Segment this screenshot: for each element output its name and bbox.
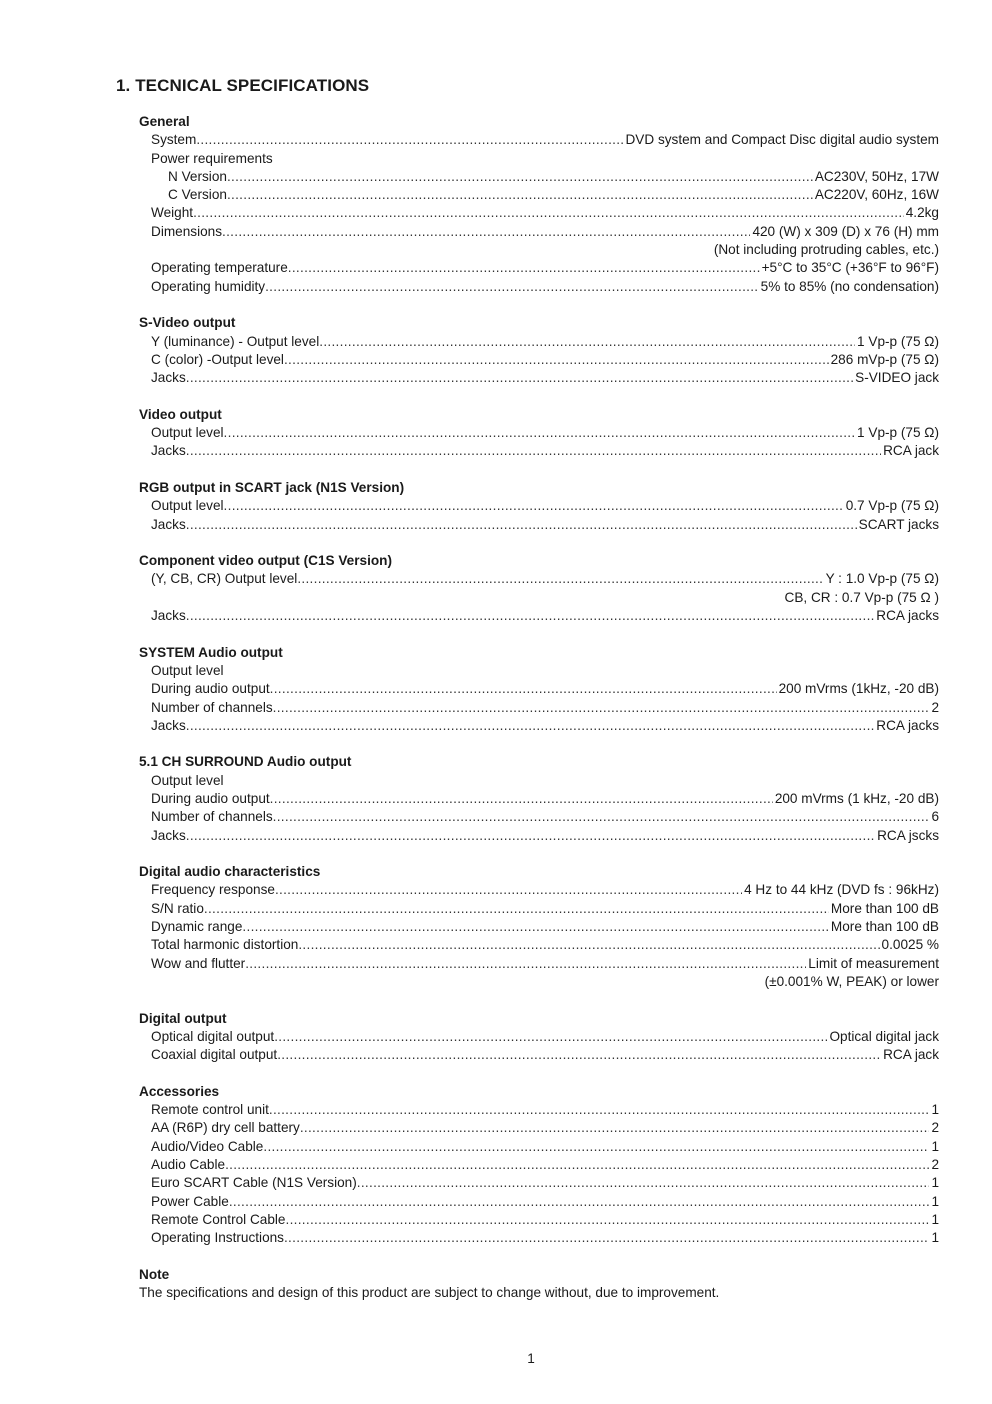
dot-leader <box>222 223 750 241</box>
spec-row <box>139 369 939 387</box>
spec-label: Jacks <box>151 717 186 733</box>
spec-row <box>139 1119 939 1137</box>
spec-label: Output level <box>151 425 224 441</box>
dot-leader <box>186 607 875 625</box>
dot-leader <box>277 1046 881 1064</box>
spec-row <box>139 955 939 973</box>
spec-label: Number of channels <box>151 809 273 825</box>
spec-label: Optical digital output <box>151 1028 275 1044</box>
section-heading: SYSTEM Audio output <box>139 644 283 660</box>
spec-row <box>139 204 939 222</box>
spec-value: 1 <box>931 1193 939 1209</box>
spec-value: AC220V, 60Hz, 16W <box>814 187 939 203</box>
spec-value: 1 <box>931 1102 939 1118</box>
spec-value: 2 <box>931 1120 939 1136</box>
spec-label: Coaxial digital output <box>151 1047 278 1063</box>
section-heading: Accessories <box>139 1083 220 1099</box>
spec-label: Operating Instructions <box>151 1230 284 1246</box>
spec-row <box>139 497 939 515</box>
dot-leader <box>186 442 881 460</box>
spec-row <box>139 333 939 351</box>
spec-row <box>139 223 939 241</box>
spec-value: 1 <box>931 1175 939 1191</box>
dot-leader <box>242 918 829 936</box>
spec-row <box>139 699 939 717</box>
spec-section-digital-output <box>139 1010 939 1065</box>
spec-value-continuation: CB, CR : 0.7 Vp-p (75 Ω ) <box>784 589 939 605</box>
spec-value: 1 <box>931 1138 939 1154</box>
spec-row <box>139 1229 939 1247</box>
spec-row <box>139 186 939 204</box>
dot-leader <box>229 1193 930 1211</box>
spec-label: N Version <box>168 168 227 184</box>
dot-leader <box>300 1119 930 1137</box>
spec-row <box>139 1156 939 1174</box>
spec-row <box>139 936 939 954</box>
spec-subheading: Power requirements <box>151 150 273 166</box>
spec-value: +5°C to 35°C (+36°F to 96°F) <box>761 260 939 276</box>
page-number: 1 <box>527 1351 535 1366</box>
spec-value: 0.7 Vp-p (75 Ω) <box>845 498 939 514</box>
dot-leader <box>288 259 760 277</box>
spec-label: Dimensions <box>151 223 223 239</box>
spec-label: Number of channels <box>151 699 273 715</box>
spec-value: AC230V, 50Hz, 17W <box>814 168 939 184</box>
spec-label: Dynamic range <box>151 919 243 935</box>
spec-label: Jacks <box>151 608 186 624</box>
spec-label: AA (R6P) dry cell battery <box>151 1120 300 1136</box>
section-heading: S-Video output <box>139 315 236 331</box>
spec-section-component-video-output-c1s-version <box>139 552 939 625</box>
section-heading: Component video output (C1S Version) <box>139 553 392 569</box>
spec-label: System <box>151 132 197 148</box>
spec-value-continuation: (Not including protruding cables, etc.) <box>713 242 939 258</box>
spec-row <box>139 881 939 899</box>
dot-leader <box>225 1156 929 1174</box>
spec-label: Total harmonic distortion <box>151 937 299 953</box>
spec-value: 0.0025 % <box>881 937 939 953</box>
spec-row <box>139 1101 939 1119</box>
note-section <box>139 1266 939 1303</box>
section-heading: RGB output in SCART jack (N1S Version) <box>139 479 405 495</box>
dot-leader <box>270 680 777 698</box>
spec-row <box>139 1174 939 1192</box>
spec-row <box>139 442 939 460</box>
spec-row <box>139 131 939 149</box>
spec-value-continuation: (±0.001% W, PEAK) or lower <box>764 973 939 989</box>
spec-value: SCART jacks <box>858 516 939 532</box>
spec-row <box>139 259 939 277</box>
spec-value: Y : 1.0 Vp-p (75 Ω) <box>825 571 939 587</box>
spec-label: Frequency response <box>151 882 275 898</box>
spec-label: S/N ratio <box>151 900 204 916</box>
spec-value: S-VIDEO jack <box>855 370 939 386</box>
dot-leader <box>224 424 856 442</box>
dot-leader <box>227 168 813 186</box>
spec-content <box>139 113 939 1302</box>
spec-section-s-video-output <box>139 314 939 387</box>
spec-row <box>139 516 939 534</box>
spec-value: 6 <box>931 809 939 825</box>
dot-leader <box>196 131 623 149</box>
spec-label: Operating humidity <box>151 278 266 294</box>
spec-label: Jacks <box>151 370 186 386</box>
spec-section-digital-audio-characteristics <box>139 863 939 991</box>
spec-value: RCA jack <box>883 1047 939 1063</box>
spec-row <box>139 570 939 588</box>
spec-row <box>139 351 939 369</box>
spec-value: 1 Vp-p (75 Ω) <box>857 333 939 349</box>
spec-label: Operating temperature <box>151 260 288 276</box>
section-heading: Digital audio characteristics <box>139 864 321 880</box>
spec-value: Optical digital jack <box>829 1028 939 1044</box>
spec-row <box>139 918 939 936</box>
spec-row <box>139 168 939 186</box>
spec-row <box>139 1211 939 1229</box>
dot-leader <box>204 900 829 918</box>
spec-label: Y (luminance) - Output level <box>151 333 320 349</box>
spec-label: C (color) -Output level <box>151 351 284 367</box>
dot-leader <box>270 790 773 808</box>
spec-label: Weight <box>151 205 194 221</box>
dot-leader <box>265 278 759 296</box>
spec-section-5-1-ch-surround-audio-output <box>139 753 939 844</box>
spec-label: Audio Cable <box>151 1156 226 1172</box>
spec-label: Power Cable <box>151 1193 229 1209</box>
section-heading: Video output <box>139 406 222 422</box>
spec-row <box>139 717 939 735</box>
dot-leader <box>269 1101 930 1119</box>
spec-row <box>139 827 939 845</box>
spec-row <box>139 424 939 442</box>
dot-leader <box>186 516 857 534</box>
spec-row <box>139 808 939 826</box>
dot-leader <box>357 1174 930 1192</box>
spec-row <box>139 790 939 808</box>
spec-value: 1 <box>931 1211 939 1227</box>
dot-leader <box>286 1211 930 1229</box>
spec-section-rgb-output-in-scart-jack-n1s-version <box>139 479 939 534</box>
spec-section-video-output <box>139 406 939 461</box>
spec-label: Euro SCART Cable (N1S Version) <box>151 1175 357 1191</box>
spec-value: 286 mVp-p (75 Ω) <box>830 351 939 367</box>
note-heading: Note <box>139 1266 170 1282</box>
spec-label: Output level <box>151 498 224 514</box>
section-heading: Digital output <box>139 1010 227 1026</box>
spec-row <box>139 607 939 625</box>
dot-leader <box>284 1229 929 1247</box>
page-title: 1. TECNICAL SPECIFICATIONS <box>116 76 370 95</box>
spec-label: During audio output <box>151 790 270 806</box>
spec-row <box>139 1028 939 1046</box>
dot-leader <box>186 369 853 387</box>
dot-leader <box>186 717 875 735</box>
spec-label: Remote control unit <box>151 1102 269 1118</box>
spec-value: More than 100 dB <box>830 919 939 935</box>
spec-subheading: Output level <box>151 772 224 788</box>
spec-value: 5% to 85% (no condensation) <box>760 278 939 294</box>
dot-leader <box>263 1138 929 1156</box>
spec-value: RCA jscks <box>877 827 939 843</box>
spec-label: Audio/Video Cable <box>151 1138 264 1154</box>
spec-value: 4 Hz to 44 kHz (DVD fs : 96kHz) <box>744 882 939 898</box>
spec-label: During audio output <box>151 681 270 697</box>
dot-leader <box>284 351 829 369</box>
spec-section-general <box>139 113 939 296</box>
spec-row <box>139 1193 939 1211</box>
spec-value: Limit of measurement <box>808 955 939 971</box>
dot-leader <box>273 808 930 826</box>
spec-value: 200 mVrms (1 kHz, -20 dB) <box>774 790 939 806</box>
spec-row <box>139 680 939 698</box>
note-text: The specifications and design of this product are subject to change without, due to improvement. <box>139 1285 720 1300</box>
spec-label: Jacks <box>151 827 186 843</box>
spec-value: More than 100 dB <box>830 900 939 916</box>
dot-leader <box>297 570 823 588</box>
spec-label: (Y, CB, CR) Output level <box>151 571 298 587</box>
spec-value: RCA jack <box>883 443 939 459</box>
spec-value: 1 <box>931 1230 939 1246</box>
spec-row <box>139 900 939 918</box>
spec-value: 4.2kg <box>905 205 939 221</box>
spec-section-accessories <box>139 1083 939 1248</box>
dot-leader <box>319 333 855 351</box>
dot-leader <box>275 881 742 899</box>
spec-section-system-audio-output <box>139 644 939 735</box>
spec-label: Jacks <box>151 443 186 459</box>
spec-value: 420 (W) x 309 (D) x 76 (H) mm <box>752 223 939 239</box>
section-heading: 5.1 CH SURROUND Audio output <box>139 754 352 770</box>
section-heading: General <box>139 114 190 129</box>
spec-value: 2 <box>931 1156 939 1172</box>
spec-label: Wow and flutter <box>151 955 246 971</box>
spec-label: Jacks <box>151 516 186 532</box>
dot-leader <box>227 186 813 204</box>
dot-leader <box>186 827 875 845</box>
dot-leader <box>193 204 904 222</box>
dot-leader <box>274 1028 827 1046</box>
dot-leader <box>245 955 806 973</box>
spec-label: C Version <box>168 187 227 203</box>
spec-value: 1 Vp-p (75 Ω) <box>857 425 939 441</box>
spec-subheading: Output level <box>151 662 224 678</box>
dot-leader <box>224 497 844 515</box>
dot-leader <box>273 699 930 717</box>
spec-value: RCA jacks <box>876 608 939 624</box>
spec-value: 2 <box>931 699 939 715</box>
spec-row <box>139 278 939 296</box>
spec-row <box>139 1138 939 1156</box>
dot-leader <box>298 936 879 954</box>
spec-row <box>139 1046 939 1064</box>
spec-label: Remote Control Cable <box>151 1211 286 1227</box>
spec-value: 200 mVrms (1kHz, -20 dB) <box>778 681 939 697</box>
spec-value: DVD system and Compact Disc digital audio system <box>625 132 939 148</box>
spec-value: RCA jacks <box>876 717 939 733</box>
